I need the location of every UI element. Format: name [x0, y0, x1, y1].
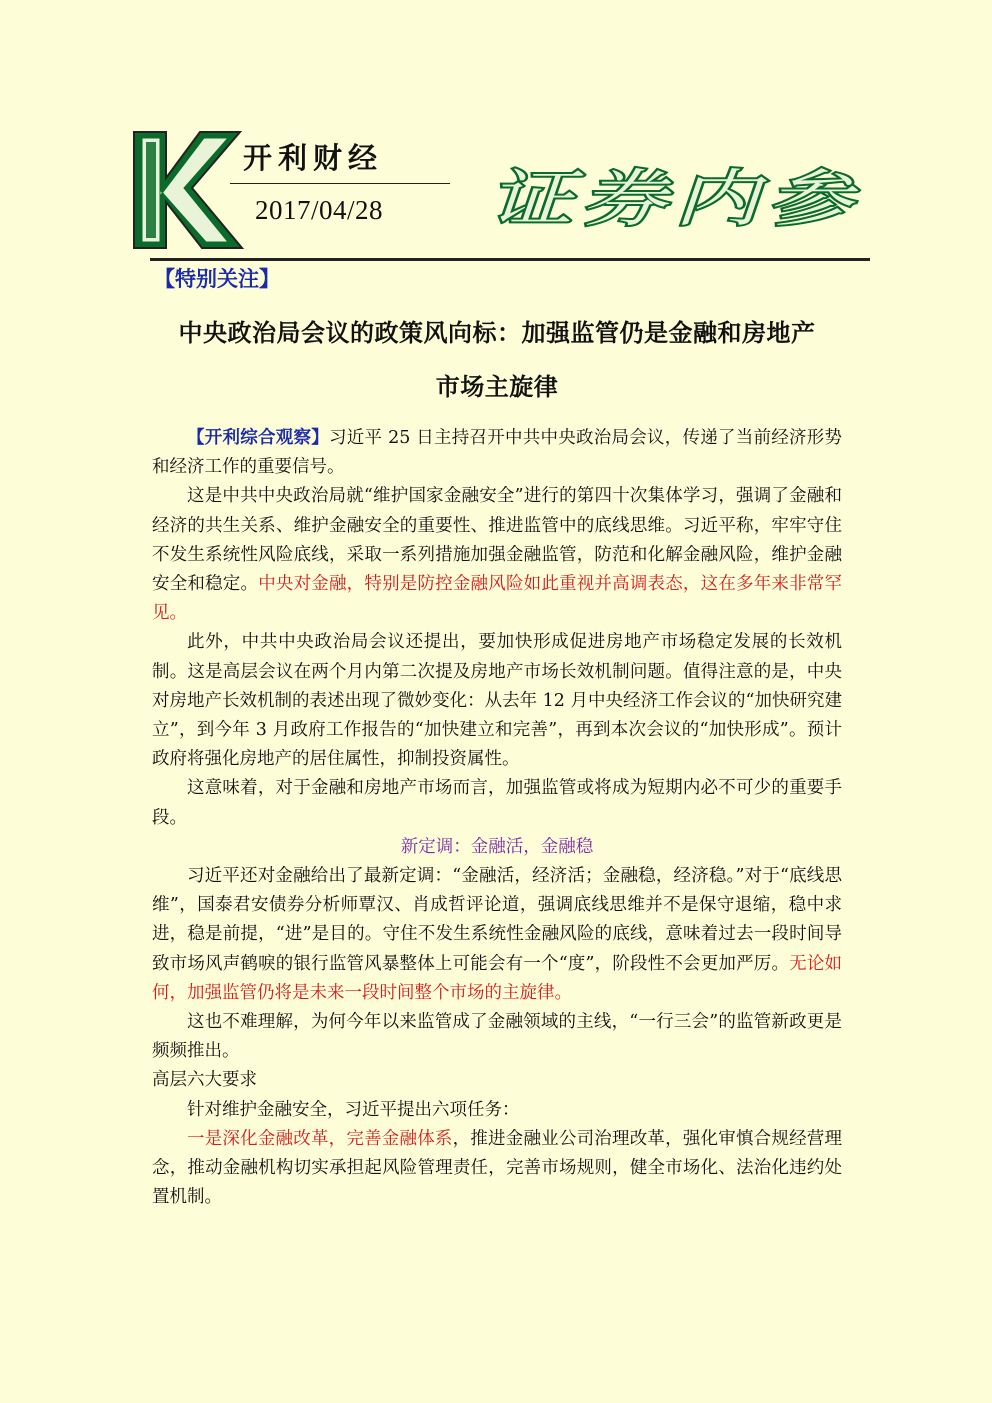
svg-text:证券内参: 证券内参: [488, 162, 860, 235]
paragraph-5: [152, 862, 842, 1008]
article-title-line-1: 中央政治局会议的政策风向标：加强监管仍是金融和房地产: [178, 319, 816, 347]
article-title-line-2: 市场主旋律: [435, 373, 559, 401]
paragraph-2: [152, 482, 842, 628]
paragraph-5-highlight: 无论如何，加强监管仍将是未来一段时间整个市场的主旋律。: [152, 953, 843, 1003]
paragraph-8-text: ，推进金融业公司治理改革，强化审慎合规经营理念，推动金融机构切实承担起风险管理责任，完善市场规则，健全市场化、法治化违约处置机制。: [152, 1128, 842, 1208]
masthead: [130, 128, 870, 262]
article-title: [152, 306, 842, 414]
section-tag: 【特别关注】: [154, 267, 280, 291]
paragraph-1: [152, 424, 842, 482]
k-logo-icon: [130, 128, 246, 252]
header-rule: [150, 258, 870, 261]
paragraph-2-text: 这是中共中央政治局就“维护国家金融安全”进行的第四十次集体学习，强调了金融和经济的共生关系、维护金融安全的重要性、推进监管中的底线思维。习近平称，牢牢守住不发生系统性风险底线，采取一系列措施加强金融监管，防范和化解金融风险，维护金融安全和稳定。: [152, 486, 842, 595]
paragraph-3: 此外，中共中央政治局会议还提出，要加快形成促进房地产市场稳定发展的长效机制。这是高层会议在两个月内第二次提及房地产市场长效机制问题。值得注意的是，中央对房地产长效机制的表述出现了微妙变化：从去年 12 月中央经济工作会议的“加快研究建立”，到今年 3 月政府工作报告的“加快建立和完善”，再到本次会议的“加快形成”。预计政府将强化房地产的居住属性，抑制投资属性。: [152, 632, 842, 770]
paragraph-8-highlight: 一是深化金融改革，完善金融体系: [187, 1128, 453, 1149]
article-body: [152, 262, 842, 1212]
paragraph-4: 这意味着，对于金融和房地产市场而言，加强监管或将成为短期内必不可少的重要手段。: [152, 778, 842, 828]
brand-divider: [230, 183, 450, 184]
paragraph-7: 针对维护金融安全，习近平提出六项任务：: [187, 1099, 520, 1120]
issue-date: 2017/04/28: [255, 195, 384, 225]
brand-name: 开利财经: [243, 141, 384, 175]
paragraph-1-text: 习近平 25 日主持召开中共中央政治局会议，传递了当前经济形势和经济工作的重要信号。: [152, 428, 842, 478]
paragraph-5-text: 习近平还对金融给出了最新定调：“金融活，经济活；金融稳，经济稳。”对于“底线思维”，国泰君安债券分析师覃汉、肖成哲评论道，强调底线思维并不是保守退缩，稳中求进，稳是前提，“进”是目的。守住不发生系统性金融风险的底线，意味着过去一段时间导致市场风声鹤唳的银行监管风暴整体上可能会有一个“度”，阶段性不会更加严厉。: [152, 866, 842, 974]
subheading-1: 新定调：金融活，金融稳: [400, 836, 594, 857]
observation-label: 【开利综合观察】: [187, 428, 330, 448]
paragraph-6: 这也不难理解，为何今年以来监管成了金融领域的主线，“一行三会”的监管新政更是频频推出。: [152, 1012, 842, 1062]
paragraph-2-highlight: 中央对金融，特别是防控金融风险如此重视并高调表态，这在多年来非常罕见。: [152, 574, 843, 624]
paragraph-8: [152, 1125, 842, 1213]
publication-title-logo: [488, 156, 868, 236]
subheading-2: 高层六大要求: [152, 1070, 257, 1091]
